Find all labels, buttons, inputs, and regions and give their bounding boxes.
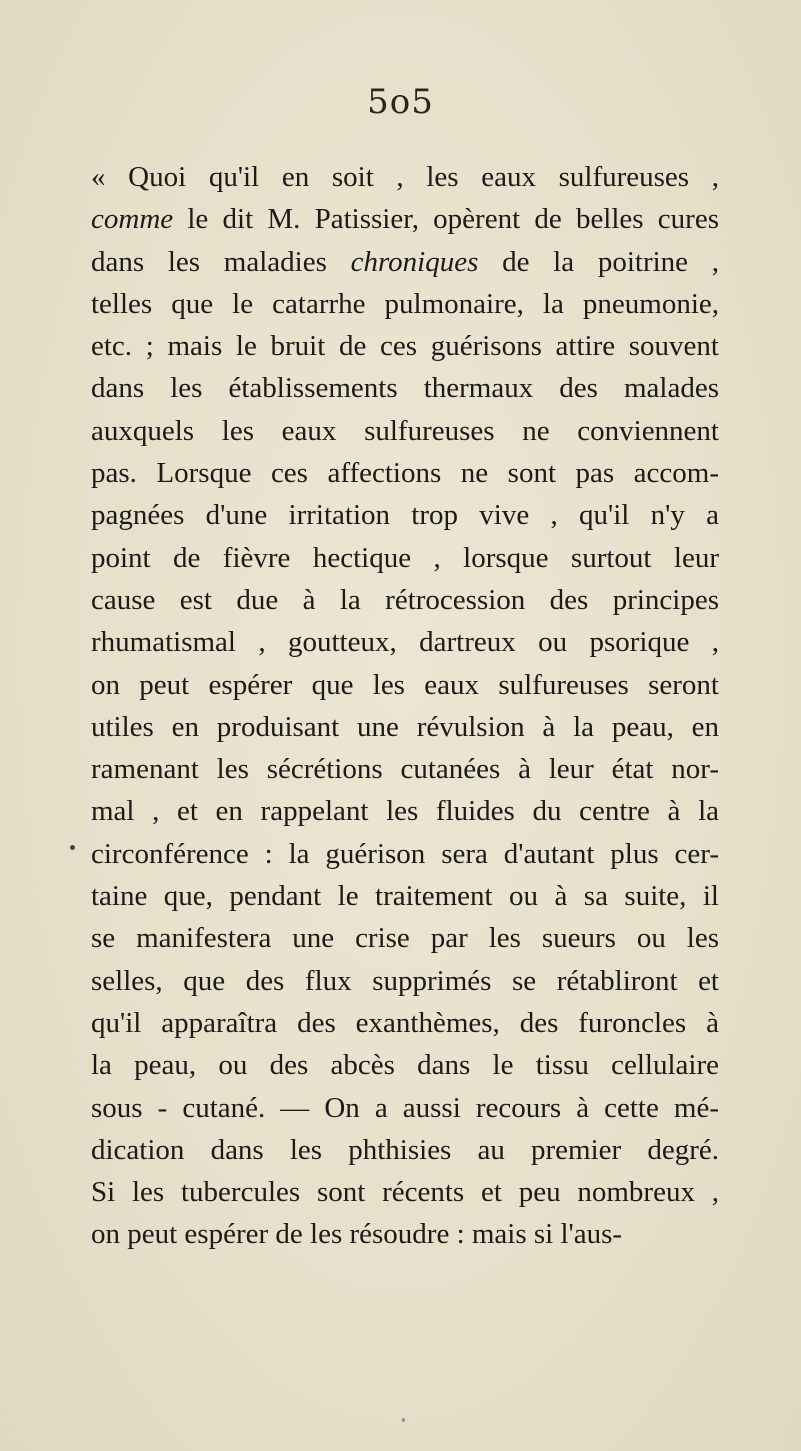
text-line [91,494,719,536]
text-line [91,283,719,325]
text-run: ramenant les sécrétions cutanées à leur état nor- [91,753,719,786]
text-run: dans les établissements thermaux des malades [91,372,719,405]
text-line [91,579,719,621]
text-line [91,1002,719,1044]
text-run: se manifestera une crise par les sueurs ou les [91,922,719,955]
text-run: pas. Lorsque ces affections ne sont pas accom- [91,457,719,490]
text-run: taine que, pendant le traitement ou à sa suite, il [91,880,719,913]
text-line [91,748,719,790]
text-line [91,917,719,959]
text-line [91,706,719,748]
text-line [91,325,719,367]
text-run: rhumatismal , goutteux, dartreux ou psorique , [91,626,719,659]
text-run: on peut espérer de les résoudre : mais si l'aus- [91,1218,623,1251]
text-run: etc. ; mais le bruit de ces guérisons attire souvent [91,330,719,363]
text-run: Si les tubercules sont récents et peu nombreux , [91,1176,719,1209]
text-line [91,537,719,579]
text-run: la peau, ou des abcès dans le tissu cellulaire [91,1049,719,1082]
text-line [91,833,719,875]
body-text [91,156,719,1256]
text-run: de la poitrine , [478,245,719,278]
text-line [91,1171,719,1213]
text-run: circonférence : la guérison sera d'autant plus cer- [91,837,719,870]
ink-speck [402,1418,405,1422]
page-number: 5o5 [367,82,434,122]
text-line [91,410,719,452]
text-line [91,156,719,198]
text-run: point de fièvre hectique , lorsque surtout leur [91,541,719,574]
text-line [91,960,719,1002]
text-line [91,198,719,240]
text-line [91,452,719,494]
text-run: utiles en produisant une révulsion à la peau, en [91,710,719,743]
text-run: selles, que des flux supprimés se rétabliront et [91,964,719,997]
text-line [91,664,719,706]
text-line [91,367,719,409]
text-line [91,875,719,917]
text-line [91,1087,719,1129]
text-run: qu'il apparaîtra des exanthèmes, des furoncles à [91,1006,719,1039]
text-run: pagnées d'une irritation trop vive , qu'il n'y a [91,499,719,532]
ink-speck [70,845,75,850]
text-line [91,1044,719,1086]
text-run: mal , et en rappelant les fluides du centre à la [91,795,719,828]
text-run: le dit M. Patissier, opèrent de belles cures [173,203,719,236]
text-line [91,621,719,663]
text-run: on peut espérer que les eaux sulfureuses seront [91,668,719,701]
text-line [91,790,719,832]
text-run: sous - cutané. — On a aussi recours à cette mé- [91,1091,719,1124]
text-run: dication dans les phthisies au premier degré. [91,1133,719,1166]
text-run: auxquels les eaux sulfureuses ne conviennent [91,414,719,447]
text-line [91,241,719,283]
italic-run: chroniques [350,245,479,278]
text-run: cause est due à la rétrocession des principes [91,583,719,616]
text-line [91,1129,719,1171]
text-run: dans les maladies [91,245,351,278]
text-line [91,1213,719,1255]
italic-run: comme [91,203,174,236]
text-run: telles que le catarrhe pulmonaire, la pneumonie, [91,287,719,320]
text-run: « Quoi qu'il en soit , les eaux sulfureuses , [91,161,719,193]
